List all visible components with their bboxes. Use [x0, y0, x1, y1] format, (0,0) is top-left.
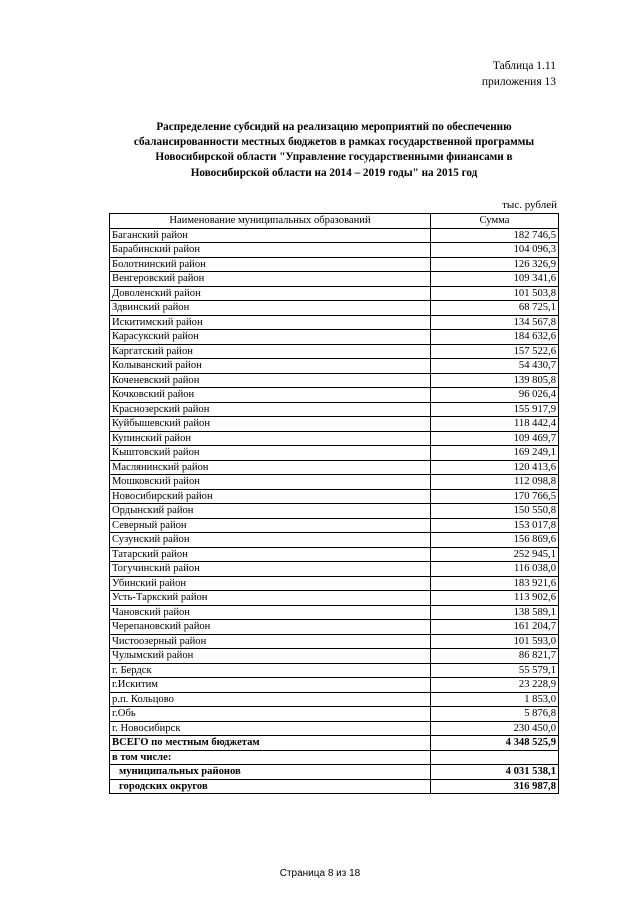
sum-cell: 109 341,6: [431, 272, 559, 287]
municipality-name-cell: Болотнинский район: [110, 257, 431, 272]
sum-cell: 23 228,9: [431, 678, 559, 693]
table-row: [110, 721, 559, 736]
municipality-name-cell: в том числе:: [110, 750, 431, 765]
appendix-label: приложения 13: [481, 76, 556, 88]
sum-cell: 5 876,8: [431, 707, 559, 722]
column-header-name: Наименование муниципальных образований: [110, 214, 431, 229]
municipality-name-cell: Доволенский район: [110, 286, 431, 301]
sum-cell: 54 430,7: [431, 359, 559, 374]
municipality-name-cell: Чановский район: [110, 605, 431, 620]
document-title: [110, 120, 558, 181]
sum-cell: 68 725,1: [431, 301, 559, 316]
table-number: Таблица 1.11: [492, 60, 556, 72]
table-row: [110, 446, 559, 461]
table-row: [110, 576, 559, 591]
sum-cell: 101 593,0: [431, 634, 559, 649]
title-line: Новосибирской области на 2014 – 2019 годы" на 2015 год: [190, 166, 478, 179]
table-header-row: [110, 214, 559, 229]
sum-cell: 316 987,8: [431, 779, 559, 794]
table-row: [110, 678, 559, 693]
sum-cell: 118 442,4: [431, 417, 559, 432]
sum-cell: 183 921,6: [431, 576, 559, 591]
table-row: [110, 330, 559, 345]
municipality-name-cell: Сузунский район: [110, 533, 431, 548]
municipality-name-cell: Черепановский район: [110, 620, 431, 635]
table-row: [110, 272, 559, 287]
municipality-name-cell: муниципальных районов: [110, 765, 431, 780]
municipality-name-cell: Татарский район: [110, 547, 431, 562]
table-row: [110, 257, 559, 272]
table-row: [110, 373, 559, 388]
sum-cell: 120 413,6: [431, 460, 559, 475]
table-row: [110, 475, 559, 490]
municipality-name-cell: Купинский район: [110, 431, 431, 446]
table-row: [110, 533, 559, 548]
municipality-name-cell: Здвинский район: [110, 301, 431, 316]
municipality-name-cell: г.Искитим: [110, 678, 431, 693]
municipality-name-cell: Маслянинский район: [110, 460, 431, 475]
sum-cell: 153 017,8: [431, 518, 559, 533]
table-row: [110, 605, 559, 620]
title-line: Распределение субсидий на реализацию мероприятий по обеспечению: [156, 121, 512, 133]
table-row: [110, 301, 559, 316]
sum-cell: 161 204,7: [431, 620, 559, 635]
table-row: [110, 431, 559, 446]
municipality-name-cell: Искитимский район: [110, 315, 431, 330]
municipality-name-cell: Барабинский район: [110, 243, 431, 258]
sum-cell: 116 038,0: [431, 562, 559, 577]
table-row: [110, 504, 559, 519]
municipality-name-cell: Коченевский район: [110, 373, 431, 388]
column-header-sum: Сумма: [431, 214, 559, 229]
units-label: тыс. рублей: [502, 199, 557, 211]
sum-cell: 134 567,8: [431, 315, 559, 330]
municipality-name-cell: Карасукский район: [110, 330, 431, 345]
sum-cell: 55 579,1: [431, 663, 559, 678]
sum-cell: 156 869,6: [431, 533, 559, 548]
table-row: [110, 765, 559, 780]
municipality-name-cell: Тогучинский район: [110, 562, 431, 577]
municipality-name-cell: Чулымский район: [110, 649, 431, 664]
page-footer: Страница 8 из 18: [279, 868, 361, 879]
table-row: [110, 243, 559, 258]
table-row: [110, 779, 559, 794]
municipality-name-cell: Убинский район: [110, 576, 431, 591]
table-row: [110, 591, 559, 606]
table-row: [110, 547, 559, 562]
sum-cell: 155 917,9: [431, 402, 559, 417]
sum-cell: 1 853,0: [431, 692, 559, 707]
sum-cell: 109 469,7: [431, 431, 559, 446]
municipality-name-cell: Усть-Таркский район: [110, 591, 431, 606]
table-row: [110, 359, 559, 374]
municipality-name-cell: г. Бердск: [110, 663, 431, 678]
sum-cell: 139 805,8: [431, 373, 559, 388]
sum-cell: 170 766,5: [431, 489, 559, 504]
table-row: [110, 634, 559, 649]
table-row: [110, 417, 559, 432]
table-body: [110, 228, 559, 794]
municipality-name-cell: Колыванский район: [110, 359, 431, 374]
municipality-name-cell: Ордынский район: [110, 504, 431, 519]
municipality-name-cell: Каргатский район: [110, 344, 431, 359]
sum-cell: [431, 750, 559, 765]
municipality-name-cell: Мошковский район: [110, 475, 431, 490]
sum-cell: 182 746,5: [431, 228, 559, 243]
municipality-name-cell: Баганский район: [110, 228, 431, 243]
sum-cell: 138 589,1: [431, 605, 559, 620]
municipality-name-cell: Новосибирский район: [110, 489, 431, 504]
sum-cell: 86 821,7: [431, 649, 559, 664]
table-row: [110, 620, 559, 635]
sum-cell: 4 348 525,9: [431, 736, 559, 751]
sum-cell: 101 503,8: [431, 286, 559, 301]
municipality-name-cell: г.Обь: [110, 707, 431, 722]
sum-cell: 113 902,6: [431, 591, 559, 606]
sum-cell: 126 326,9: [431, 257, 559, 272]
sum-cell: 4 031 538,1: [431, 765, 559, 780]
table-row: [110, 736, 559, 751]
sum-cell: 150 550,8: [431, 504, 559, 519]
municipality-name-cell: Кочковский район: [110, 388, 431, 403]
municipality-name-cell: Кыштовский район: [110, 446, 431, 461]
municipality-name-cell: ВСЕГО по местным бюджетам: [110, 736, 431, 751]
municipality-name-cell: р.п. Кольцово: [110, 692, 431, 707]
table-row: [110, 388, 559, 403]
municipality-name-cell: Чистоозерный район: [110, 634, 431, 649]
sum-cell: 157 522,6: [431, 344, 559, 359]
sum-cell: 252 945,1: [431, 547, 559, 562]
table-row: [110, 649, 559, 664]
municipality-name-cell: г. Новосибирск: [110, 721, 431, 736]
municipality-name-cell: Северный район: [110, 518, 431, 533]
subsidy-table: [109, 213, 559, 794]
municipality-name-cell: Куйбышевский район: [110, 417, 431, 432]
municipality-name-cell: Венгеровский район: [110, 272, 431, 287]
table-row: [110, 460, 559, 475]
table-row: [110, 228, 559, 243]
title-line: сбалансированности местных бюджетов в рамках государственной программы: [133, 136, 535, 149]
table-row: [110, 286, 559, 301]
sum-cell: 230 450,0: [431, 721, 559, 736]
sum-cell: 169 249,1: [431, 446, 559, 461]
table-row: [110, 489, 559, 504]
title-line: Новосибирской области "Управление государственными финансами в: [155, 151, 513, 164]
table-row: [110, 402, 559, 417]
table-row: [110, 518, 559, 533]
table-row: [110, 663, 559, 678]
table-row: [110, 344, 559, 359]
municipality-name-cell: городских округов: [110, 779, 431, 794]
table-row: [110, 562, 559, 577]
sum-cell: 96 026,4: [431, 388, 559, 403]
sum-cell: 112 098,8: [431, 475, 559, 490]
municipality-name-cell: Краснозерский район: [110, 402, 431, 417]
sum-cell: 104 096,3: [431, 243, 559, 258]
sum-cell: 184 632,6: [431, 330, 559, 345]
table-row: [110, 707, 559, 722]
table-row: [110, 750, 559, 765]
table-reference: [482, 58, 556, 90]
table-row: [110, 692, 559, 707]
table-row: [110, 315, 559, 330]
